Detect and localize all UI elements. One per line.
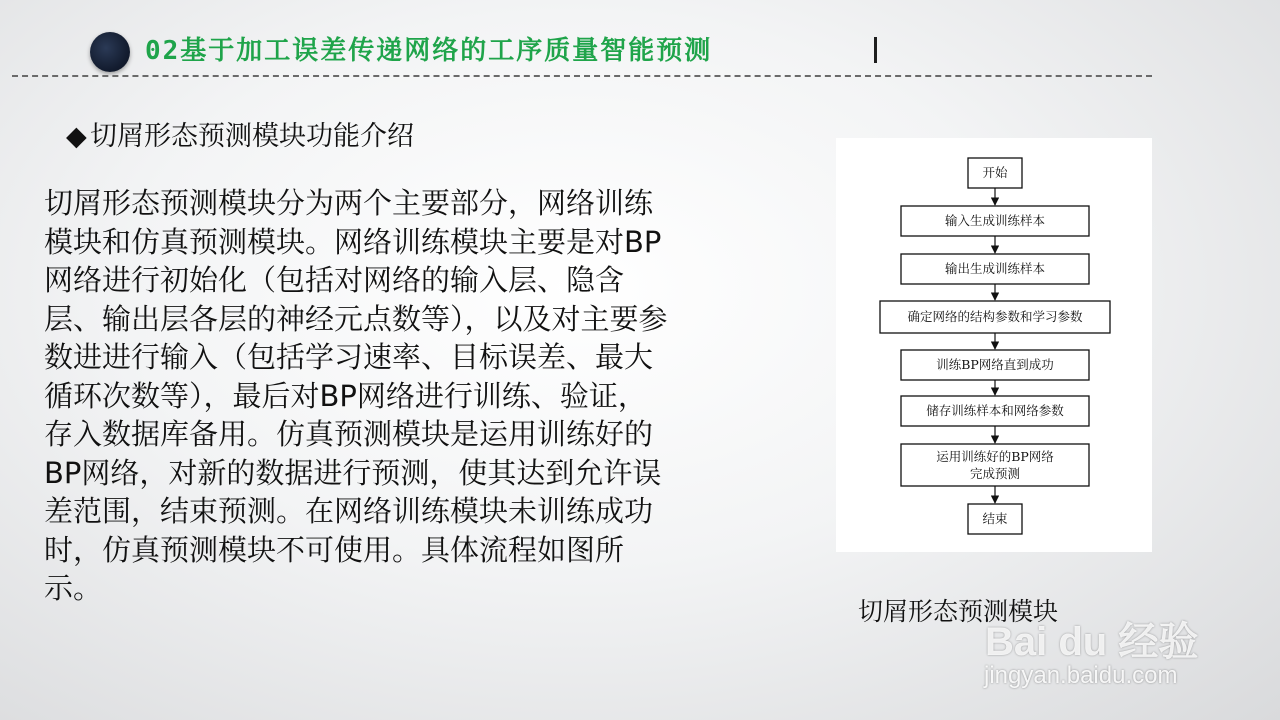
flowchart-diagram	[836, 138, 1152, 552]
body-paragraph: 切屑形态预测模块分为两个主要部分，网络训练模块和仿真预测模块。网络训练模块主要是对BP网络进行初始化（包括对网络的输入层、隐含层、输出层各层的神经元点数等），以及对主要参数进进行输入（包括学习速率、目标误差、最大循环次数等），最后对BP网络进行训练、验证，存入数据库备用。仿真预测模块是运用训练好的BP网络，对新的数据进行预测，使其达到允许误差范围，结束预测。在网络训练模块未训练成功时，仿真预测模块不可使用。具体流程如图所示。	[44, 186, 668, 605]
flow-label-set-params: 确定网络的结构参数和学习参数	[907, 309, 1083, 324]
flow-label-predict-line2: 完成预测	[969, 466, 1021, 481]
section-heading	[66, 114, 414, 153]
header-bullet-dot	[90, 32, 130, 72]
flow-label-train-bp: 训练BP网络直到成功	[936, 357, 1054, 372]
header-divider	[12, 75, 1152, 77]
section-heading-text: 切屑形态预测模块功能介绍	[90, 121, 414, 152]
flow-label-end: 结束	[982, 511, 1008, 526]
figure-caption: 切屑形态预测模块	[858, 597, 1059, 626]
flow-label-store-params: 储存训练样本和网络参数	[926, 403, 1064, 418]
diamond-bullet-icon: ◆	[66, 121, 87, 152]
flow-label-start: 开始	[982, 165, 1008, 180]
baidu-jingyan-watermark-logo: Bai du 经验	[985, 620, 1199, 664]
flow-label-output-samples: 输出生成训练样本	[944, 261, 1046, 276]
flow-label-predict-line1: 运用训练好的BP网络	[936, 449, 1054, 464]
flow-label-input-samples: 输入生成训练样本	[944, 213, 1046, 228]
baidu-jingyan-watermark-url: jingyan.baidu.com	[984, 662, 1178, 689]
page-title: 02基于加工误差传递网络的工序质量智能预测	[145, 36, 713, 66]
title-cursor-bar	[874, 37, 877, 63]
flowchart-figure	[836, 138, 1152, 552]
